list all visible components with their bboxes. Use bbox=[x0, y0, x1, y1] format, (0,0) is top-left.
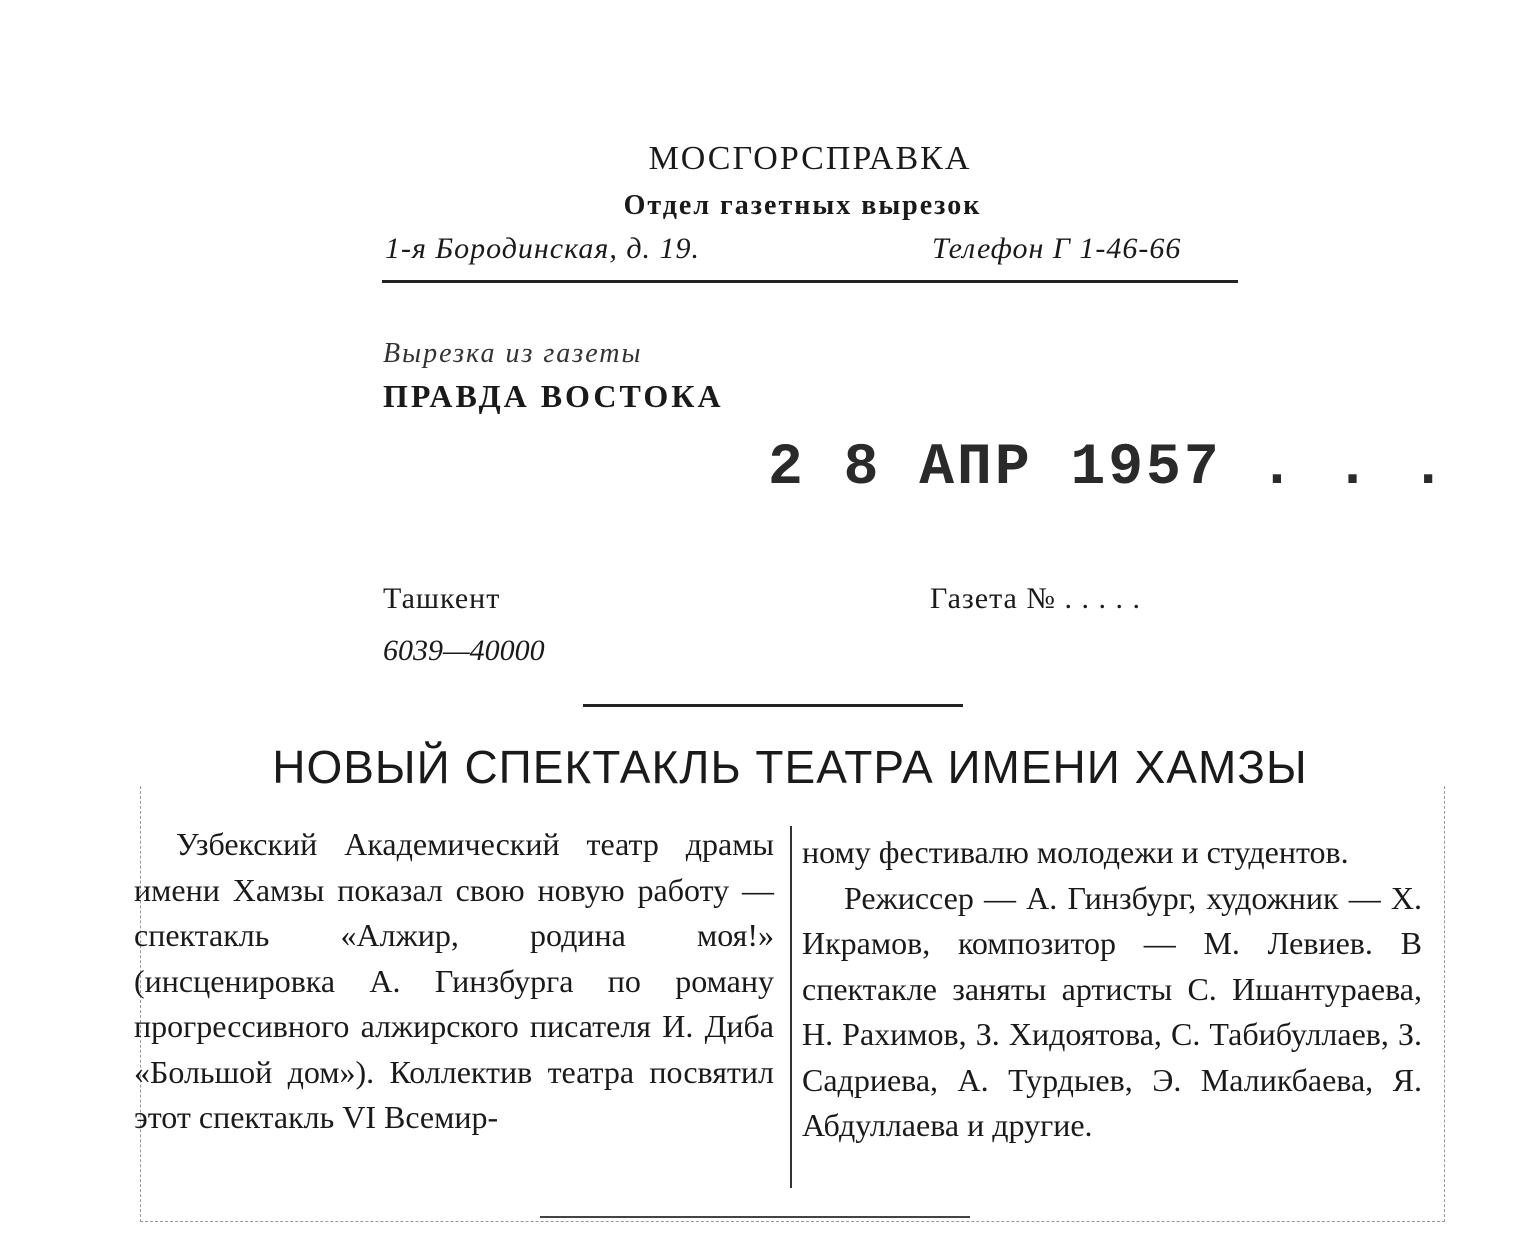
gazette-number: Газета № . . . . . bbox=[930, 582, 1141, 615]
article-left-column bbox=[134, 822, 774, 1141]
article-paragraph: Узбекский Академический театр драмы имени Хамзы показал свою новую работу — спектакль «Алжир, родина моя!» (инсценировка А. Гинзбурга по роману прогрессивного алжирского писателя И. Диба «Большой дом»). Коллектив театра посвятил этот спектакль VI Всемир- bbox=[134, 826, 774, 1135]
article-right-column bbox=[802, 830, 1422, 1149]
date-stamp: 2 8 АПР 1957 . . . bbox=[768, 436, 1449, 501]
agency-address: 1-я Бородинская, д. 19. bbox=[385, 232, 701, 265]
clipping-label: Вырезка из газеты bbox=[383, 338, 643, 369]
print-code: 6039—40000 bbox=[383, 634, 545, 667]
article-paragraph: ному фестивалю молодежи и студентов. bbox=[802, 834, 1349, 870]
agency-phone: Телефон Г 1-46-66 bbox=[932, 232, 1182, 265]
newspaper-name: ПРАВДА ВОСТОКА bbox=[383, 378, 724, 414]
separator-rule bbox=[583, 704, 963, 707]
agency-name: МОСГОРСПРАВКА bbox=[648, 140, 972, 177]
header-rule bbox=[382, 280, 1238, 283]
article-paragraph: Режиссер — А. Гинзбург, художник — Х. Икрамов, композитор — М. Левиев. В спектакле заняты артисты С. Ишантураева, Н. Рахимов, З. Хидоятова, С. Табибуллаев, З. Садриева, А. Турдыев, Э. Маликбаева, Я. Абдуллаева и другие. bbox=[802, 879, 1422, 1143]
bottom-rule bbox=[540, 1216, 970, 1218]
city-name: Ташкент bbox=[383, 582, 501, 615]
article-headline: НОВЫЙ СПЕКТАКЛЬ ТЕАТРА ИМЕНИ ХАМЗЫ bbox=[272, 741, 1308, 793]
column-divider bbox=[790, 826, 792, 1188]
department-name: Отдел газетных вырезок bbox=[623, 190, 982, 221]
